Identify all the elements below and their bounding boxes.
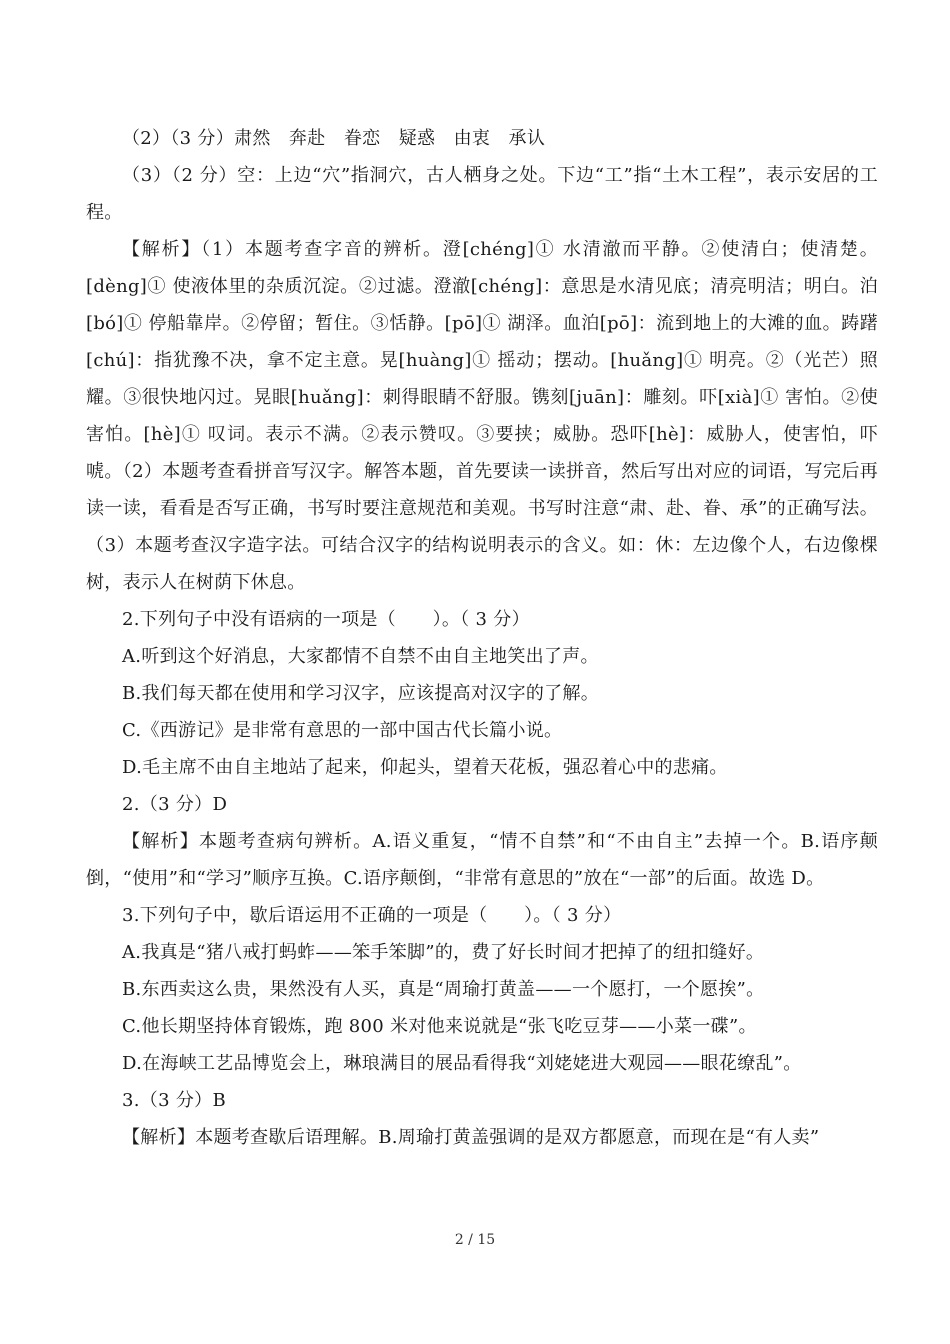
q3-analysis: 【解析】本题考查歇后语理解。B.周瑜打黄盖强调的是双方都愿意，而现在是“有人卖” bbox=[122, 1127, 820, 1148]
page-number: 2 / 15 bbox=[454, 1232, 496, 1248]
q1-2-answer: （2）（3 分）肃然 奔赴 眷恋 疑惑 由衷 承认 bbox=[122, 128, 546, 149]
q3-stem: 3.下列句子中，歇后语运用不正确的一项是（ ）。（ 3 分） bbox=[122, 905, 622, 926]
q3-option-d: D.在海峡工艺品博览会上，琳琅满目的展品看得我“刘姥姥进大观园——眼花缭乱”。 bbox=[122, 1053, 802, 1074]
document-body bbox=[86, 120, 878, 1156]
q2-option-a: A.听到这个好消息，大家都情不自禁不由自主地笑出了声。 bbox=[122, 646, 599, 667]
q1-3-answer: （3）（2 分）空：上边“穴”指洞穴，古人栖身之处。下边“工”指“土木工程”，表示安居的工程。 bbox=[86, 165, 878, 223]
q3-option-b: B.东西卖这么贵，果然没有人买，真是“周瑜打黄盖——一个愿打，一个愿挨”。 bbox=[122, 979, 765, 1000]
q2-option-c: C.《西游记》是非常有意思的一部中国古代长篇小说。 bbox=[122, 720, 563, 741]
q3-answer: 3.（3 分）B bbox=[122, 1090, 226, 1111]
q1-analysis: 【解析】（1）本题考查字音的辨析。澄[chéng]① 水清澈而平静。②使清白；使清楚。[dèng]① 使液体里的杂质沉淀。②过滤。澄澈[chéng]：意思是水清见底；清亮明洁；明白。泊[bó]① 停船靠岸。②停留；暂住。③恬静。[pō]① 湖泽。血泊[pō]：流到地上的大滩的血。踌躇[chú]：指犹豫不决，拿不定主意。晃[huàng]① 摇动；摆动。[huǎng]① 明亮。②（光芒）照耀。③很快地闪过。晃眼[huǎng]：刺得眼睛不舒服。镌刻[juān]：雕刻。吓[xià]① 害怕。②使害怕。[hè]① 叹词。表示不满。②表示赞叹。③要挟；威胁。恐吓[hè]：威胁人，使害怕，吓唬。（2）本题考查看拼音写汉字。解答本题，首先要读一读拼音，然后写出对应的词语，写完后再读一读，看看是否写正确，书写时要注意规范和美观。书写时注意“肃、赴、眷、承”的正确写法。（3）本题考查汉字造字法。可结合汉字的结构说明表示的含义。如：休：左边像个人，右边像棵树，表示人在树荫下休息。 bbox=[86, 239, 878, 593]
q2-option-b: B.我们每天都在使用和学习汉字，应该提高对汉字的了解。 bbox=[122, 683, 600, 704]
q2-analysis: 【解析】本题考查病句辨析。A.语义重复，“情不自禁”和“不由自主”去掉一个。B.语序颠倒，“使用”和“学习”顺序互换。C.语序颠倒，“非常有意思的”放在“一部”的后面。故选 D。 bbox=[86, 831, 878, 889]
q2-stem: 2.下列句子中没有语病的一项是（ ）。（ 3 分） bbox=[122, 609, 530, 630]
q3-option-c: C.他长期坚持体育锻炼，跑 800 米对他来说就是“张飞吃豆芽——小菜一碟”。 bbox=[122, 1016, 757, 1037]
q2-option-d: D.毛主席不由自主地站了起来，仰起头，望着天花板，强忍着心中的悲痛。 bbox=[122, 757, 728, 778]
q2-answer: 2.（3 分）D bbox=[122, 794, 228, 815]
q3-option-a: A.我真是“猪八戒打蚂蚱——笨手笨脚”的，费了好长时间才把掉了的纽扣缝好。 bbox=[122, 942, 765, 963]
